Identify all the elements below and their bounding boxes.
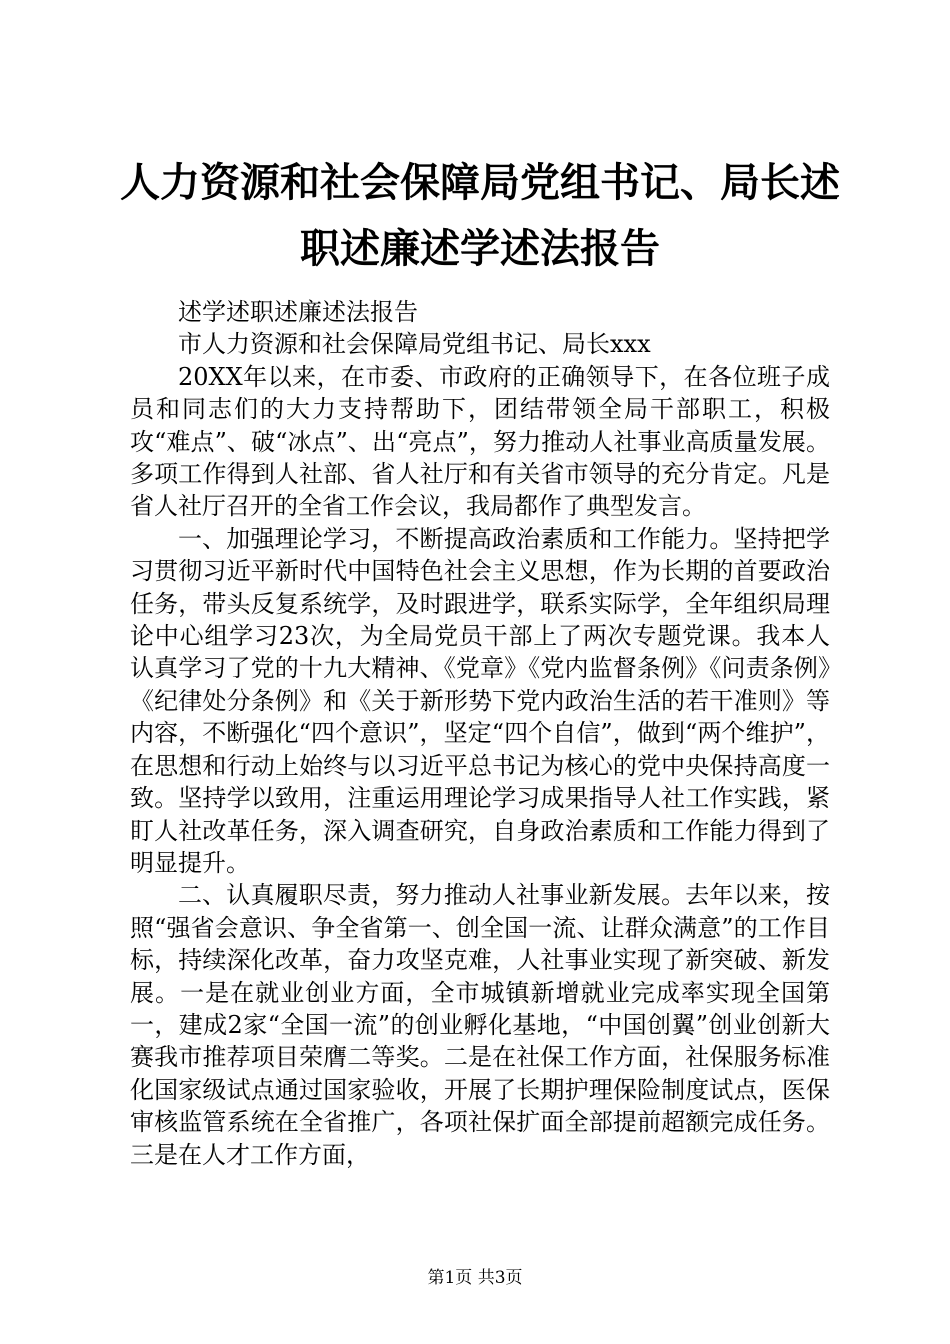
intro-paragraph: 20XX年以来，在市委、市政府的正确领导下，在各位班子成员和同志们的大力支持帮助下，团结带领全局干部职工，积极攻“难点”、破“冰点”、出“亮点”，努力推动人社事业高质量发展。多项工作得到人社部、省人社厅和有关省市领导的充分肯定。凡是省人社厅召开的全省工作会议，我局都作了典型发言。 xyxy=(130,362,830,521)
page-footer: 第1页 共3页 xyxy=(427,1268,523,1288)
report-subtitle: 述学述职述廉述法报告 xyxy=(178,298,418,326)
report-author: 市人力资源和社会保障局党组书记、局长xxx xyxy=(178,330,651,359)
document-body xyxy=(130,296,830,1171)
section-1-paragraph: 一、加强理论学习，不断提高政治素质和工作能力。坚持把学习贯彻习近平新时代中国特色社会主义思想，作为长期的首要政治任务，带头反复系统学，及时跟进学，联系实际学，全年组织局理论中心组学习23次，为全局党员干部上了两次专题党课。我本人认真学习了党的十九大精神、《党章》《党内监督条例》《问责条例》《纪律处分条例》和《关于新形势下党内政治生活的若干准则》等内容，不断强化“四个意识”，坚定“四个自信”，做到“两个维护”，在思想和行动上始终与以习近平总书记为核心的党中央保持高度一致。坚持学以致用，注重运用理论学习成果指导人社工作实践，紧盯人社改革任务，深入调查研究，自身政治素质和工作能力得到了明显提升。 xyxy=(130,524,830,877)
document-title: 人力资源和社会保障局党组书记、局长述职述廉述学述法报告 xyxy=(120,159,840,272)
section-2-paragraph: 二、认真履职尽责，努力推动人社事业新发展。去年以来，按照“强省会意识、争全省第一、创全国一流、让群众满意”的工作目标，持续深化改革，奋力攻坚克难，人社事业实现了新突破、新发展。一是在就业创业方面，全市城镇新增就业完成率实现全国第一，建成2家“全国一流”的创业孵化基地，“中国创翼”创业创新大赛我市推荐项目荣膺二等奖。二是在社保工作方面，社保服务标准化国家级试点通过国家验收，开展了长期护理保险制度试点，医保审核监管系统在全省推广，各项社保扩面全部提前超额完成任务。三是在人才工作方面， xyxy=(130,881,830,1169)
